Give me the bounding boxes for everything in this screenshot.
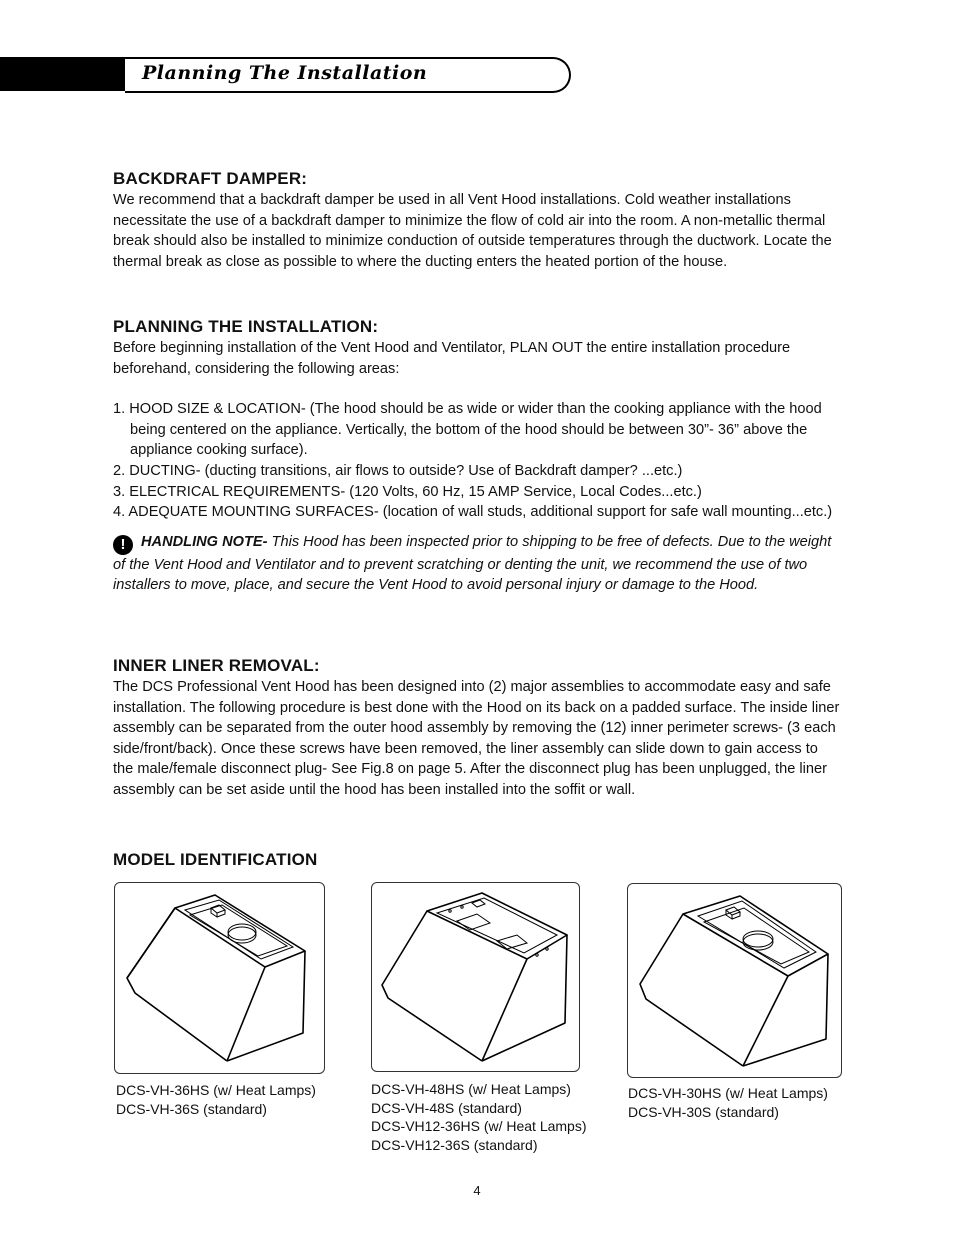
section-body: We recommend that a backdraft damper be used in all Vent Hood installations. Cold weather installations necessitate the use of a backdraft damper to minimize the flow of cold air into the room. A non-metallic thermal break should also be installed to minimize conduction of outside temperatures through the ductwork. Locate the thermal break as close as possible to where the ducting enters the heated portion of the house. bbox=[113, 192, 832, 270]
list-item: 4. ADEQUATE MOUNTING SURFACES- (location of wall studs, additional support for safe wall mounting...etc.) bbox=[113, 504, 833, 521]
vent-hood-icon bbox=[372, 883, 579, 1071]
section-body: The DCS Professional Vent Hood has been designed into (2) major assemblies to accommodate easy and safe installation. The following procedure is best done with the Hood on its back on a padded surface. The inside liner assembly can be separated from the outer hood assembly by removing the (12) inner perimeter screws- (3 each side/front/back). Once these screws have been removed, the liner assembly can slide down to gain access to the male/female disconnect plug- See Fig.8 on page 5. After the disconnect plug has been unplugged, the liner assembly can be set aside until the hood has been installed into the soffit or wall. bbox=[113, 679, 840, 798]
model-name: DCS-VH-30S (standard) bbox=[628, 1103, 779, 1120]
vent-hood-icon bbox=[115, 883, 324, 1073]
section-planning bbox=[113, 316, 840, 596]
model-illustration-3 bbox=[627, 883, 842, 1078]
model-name: DCS-VH-36HS (w/ Heat Lamps) bbox=[116, 1082, 316, 1098]
model-name: DCS-VH12-36HS (w/ Heat Lamps) bbox=[371, 1118, 587, 1135]
list-item: 3. ELECTRICAL REQUIREMENTS- (120 Volts, 60 Hz, 15 AMP Service, Local Codes...etc.) bbox=[113, 483, 702, 500]
section-inner-liner bbox=[113, 655, 840, 801]
section-heading: MODEL IDENTIFICATION bbox=[113, 850, 318, 869]
section-backdraft-damper bbox=[113, 168, 840, 272]
model-caption-1 bbox=[116, 1081, 316, 1118]
handling-note bbox=[113, 532, 840, 596]
model-caption-3 bbox=[628, 1084, 828, 1121]
list-item: 1. HOOD SIZE & LOCATION- (The hood should be as wide or wider than the cooking appliance with the hood being centered on the appliance. Vertically, the bottom of the hood should be between 30”- 36” above the appliance cooking surface). bbox=[113, 401, 822, 459]
section-heading: BACKDRAFT DAMPER: bbox=[113, 169, 308, 188]
model-name: DCS-VH-48HS (w/ Heat Lamps) bbox=[371, 1081, 571, 1097]
exclamation-icon: ! bbox=[113, 535, 133, 555]
vent-hood-icon bbox=[628, 884, 841, 1077]
model-name: DCS-VH-36S (standard) bbox=[116, 1100, 267, 1117]
model-illustration-2 bbox=[371, 882, 580, 1072]
model-name: DCS-VH12-36S (standard) bbox=[371, 1137, 538, 1154]
section-intro: Before beginning installation of the Vent Hood and Ventilator, PLAN OUT the entire installation procedure beforehand, considering the following areas: bbox=[113, 340, 791, 377]
page-number: 4 bbox=[473, 1183, 481, 1198]
model-caption-2 bbox=[371, 1080, 587, 1155]
section-model-identification bbox=[113, 849, 840, 871]
list-item: 2. DUCTING- (ducting transitions, air flows to outside? Use of Backdraft damper? ...etc.) bbox=[113, 462, 683, 479]
model-name: DCS-VH-48S (standard) bbox=[371, 1099, 522, 1116]
model-name: DCS-VH-30HS (w/ Heat Lamps) bbox=[628, 1085, 828, 1101]
note-text: This Hood has been inspected prior to shipping to be free of defects. Due to the weight of the Vent Hood and Ventilator and to prevent scratching or denting the unit, we recommend the use of two installers to move, place, and secure the Vent Hood to avoid personal injury or damage to the Hood. bbox=[113, 533, 832, 594]
section-heading: INNER LINER REMOVAL: bbox=[113, 656, 320, 675]
page-title: Planning The Installation bbox=[142, 62, 428, 84]
header-black-bar bbox=[0, 57, 125, 91]
model-illustration-1 bbox=[114, 882, 325, 1074]
section-heading: PLANNING THE INSTALLATION: bbox=[113, 317, 379, 336]
note-label: HANDLING NOTE- bbox=[141, 533, 268, 550]
requirements-list bbox=[113, 399, 840, 523]
